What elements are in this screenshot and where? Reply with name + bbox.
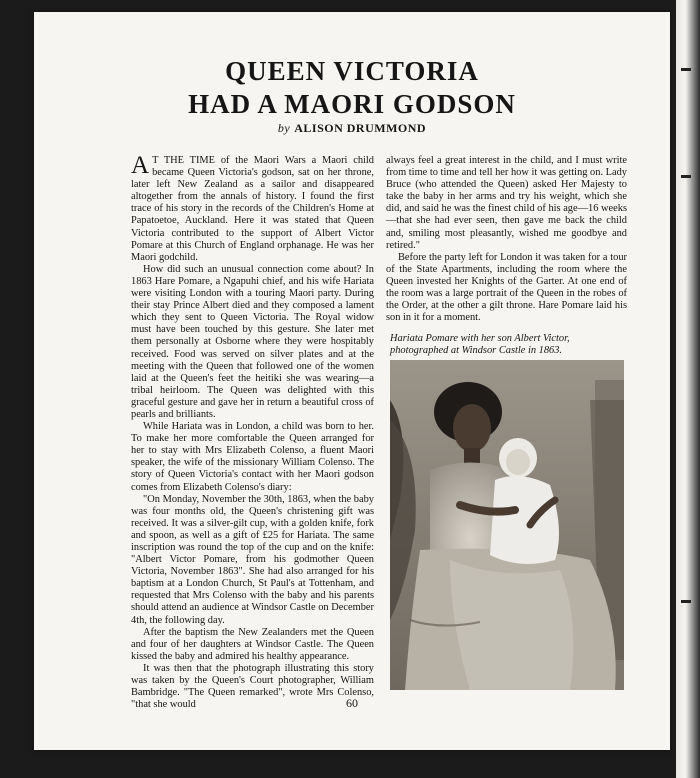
historical-photograph	[390, 360, 624, 690]
page-number: 60	[346, 696, 358, 710]
paragraph: After the baptism the New Zealanders met the Queen and four of her daughters at Windsor Castle. The Queen kissed the baby and admired his healthy appearance.	[131, 626, 374, 662]
paragraph	[131, 152, 374, 264]
paragraph: Before the party left for London it was taken for a tour of the State Apartments, including the room where the Queen invested her Knights of the Garter. At one end of the room was a large portrait of the Queen in the robes of the Order, at the other a gilt throne. Hare Pomare laid his son in it for a moment.	[386, 251, 627, 324]
author-name: ALISON DRUMMOND	[294, 121, 427, 135]
drop-cap: A	[131, 152, 150, 179]
article-title-line-2: HAD A MAORI GODSON	[188, 89, 516, 119]
byline	[34, 121, 670, 136]
paragraph: "On Monday, November the 30th, 1863, when the baby was four months old, the Queen's christening gift was received. It was a silver-gilt cup, with a golden knife, fork and spoon, as well as a gift of £25 for Hariata. The same inscription was round the top of the cup and on the knife: "Albert Victor Pomare, from his godmother Queen Victoria, November 1863". She had also arranged for his baptism at a London Church, St Paul's at Tottenham, and requested that Mrs Colenso with the baby and his parents should attend an audience at Windsor Castle on December 4th, the following day.	[131, 493, 374, 626]
byline-prefix: by	[277, 121, 291, 135]
scan-mark	[681, 175, 691, 178]
paragraph: How did such an unusual connection come about? In 1863 Hare Pomare, a Ngapuhi chief, and his wife Hariata were visiting London with a touring Maori party. During their stay Prince Albert died and they composed a lament which they sent to Queen Victoria. The Royal widow must have been touched by this gesture. She later met them personally at Osborne where they were hospitably received. Food was served on silver plates and at the meeting with the Queen that followed one of the women laid at the Queen's feet the heitiki she was wearing—a tribal heirloom. The Queen was delighted with this graceful gesture and gave her in return a beautiful cross of pearls and brilliants.	[131, 263, 374, 420]
article-column-right	[386, 155, 627, 324]
paragraph-text: T THE TIME of the Maori Wars a Maori child became Queen Victoria's godson, sat on her throne, later left New Zealand as a sailor and disappeared altogether from the annals of history. I found the first trace of his story in the records of the Children's Home at Papatoetoe, Auckland. Here it was stated that Queen Victoria contributed to the support of Albert Victor Pomare at this Church of England orphanage. He was her Maori godchild.	[131, 155, 374, 263]
photo-caption: Hariata Pomare with her son Albert Victor, photographed at Windsor Castle in 1863.	[390, 333, 570, 356]
paragraph: While Hariata was in London, a child was born to her. To make her more comfortable the Queen arranged for her to stay with Mrs Elizabeth Colenso, a fluent Maori speaker, the wife of the missionary William Colenso. The story of Queen Victoria's contact with her Maori godson comes from Elizabeth Colenso's diary:	[131, 421, 374, 493]
magazine-page	[34, 12, 670, 750]
paragraph: always feel a great interest in the child, and I must write from time to time and tell her how it was getting on. Lady Bruce (who attended the Queen) asked Her Majesty to take the baby in her arms and try his weight, which she did, and said he was the finest child of his age—16 weeks—that she had ever seen, then gave me back the child and, smiling most pleasantly, wished me goodbye and retired."	[386, 155, 627, 251]
scan-mark	[681, 600, 691, 603]
article-title-line-1: QUEEN VICTORIA	[225, 56, 479, 86]
scan-mark	[681, 68, 691, 71]
paragraph: It was then that the photograph illustrating this story was taken by the Queen's Court photographer, William Bambridge. "The Queen remarked", wrote Mrs Colenso, "that she would	[131, 662, 374, 711]
scan-edge	[676, 0, 700, 778]
photo-illustration	[390, 360, 624, 690]
